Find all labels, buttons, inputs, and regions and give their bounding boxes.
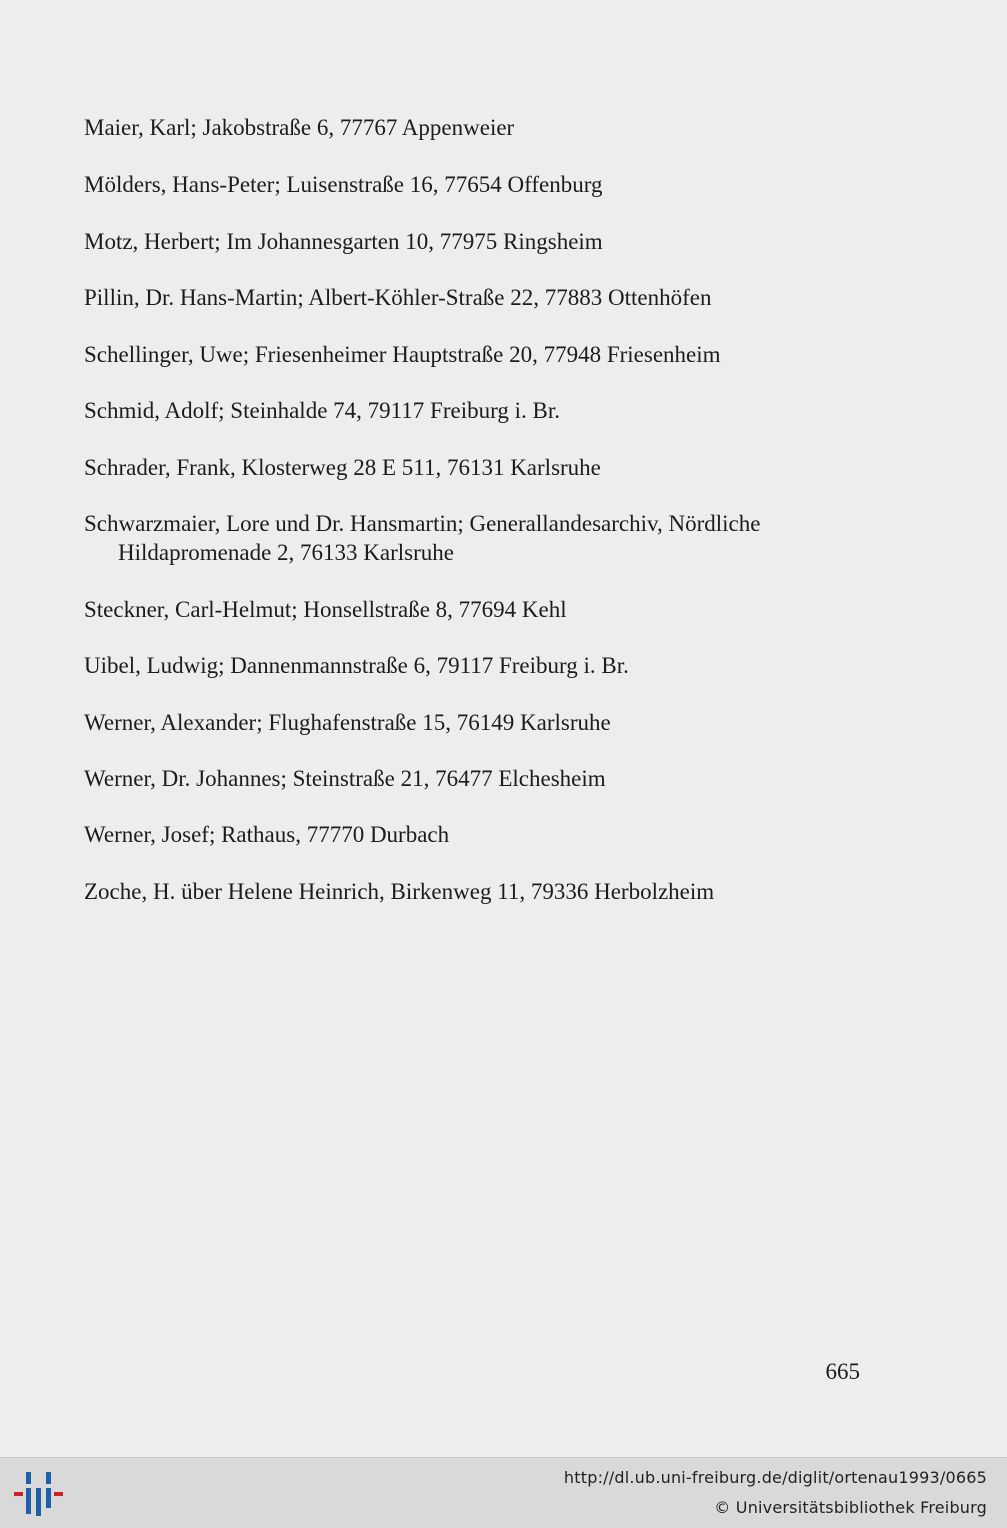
entry-text: Schellinger, Uwe; Friesenheimer Hauptstraße 20, 77948 Friesenheim xyxy=(84,342,721,367)
list-item xyxy=(84,708,860,737)
list-item xyxy=(84,283,860,312)
entry-text: Werner, Alexander; Flughafenstraße 15, 76149 Karlsruhe xyxy=(84,710,611,735)
entry-text: Zoche, H. über Helene Heinrich, Birkenweg 11, 79336 Herbolzheim xyxy=(84,879,715,904)
list-item xyxy=(84,113,860,142)
list-item xyxy=(84,651,860,680)
entry-text: Schrader, Frank, Klosterweg 28 E 511, 76131 Karlsruhe xyxy=(84,455,601,480)
list-item xyxy=(84,764,860,793)
entry-text: Steckner, Carl-Helmut; Honsellstraße 8, 77694 Kehl xyxy=(84,597,567,622)
entry-text: Pillin, Dr. Hans-Martin; Albert-Köhler-Straße 22, 77883 Ottenhöfen xyxy=(84,285,712,310)
list-item xyxy=(84,340,860,369)
permalink-url[interactable]: http://dl.ub.uni-freiburg.de/diglit/ortenau1993/0665 xyxy=(563,1468,987,1487)
entry-continuation: Hildapromenade 2, 76133 Karlsruhe xyxy=(118,540,454,565)
list-item xyxy=(84,509,860,567)
entry-text: Werner, Josef; Rathaus, 77770 Durbach xyxy=(84,822,450,847)
entry-text: Mölders, Hans-Peter; Luisenstraße 16, 77654 Offenburg xyxy=(84,172,603,197)
entry-text: Uibel, Ludwig; Dannenmannstraße 6, 79117 Freiburg i. Br. xyxy=(84,653,629,678)
list-item xyxy=(84,820,860,849)
entry-text: Motz, Herbert; Im Johannesgarten 10, 77975 Ringsheim xyxy=(84,229,603,254)
entry-text: Schwarzmaier, Lore und Dr. Hansmartin; Generallandesarchiv, Nördliche xyxy=(84,511,761,536)
list-item xyxy=(84,595,860,624)
list-item xyxy=(84,396,860,425)
list-item xyxy=(84,453,860,482)
list-item xyxy=(84,877,860,906)
ub-freiburg-logo-icon xyxy=(12,1468,64,1520)
viewer-footer xyxy=(0,1457,1007,1528)
page-number: 665 xyxy=(825,1359,860,1384)
entry-text: Werner, Dr. Johannes; Steinstraße 21, 76477 Elchesheim xyxy=(84,766,606,791)
list-item xyxy=(84,170,860,199)
copyright-notice: © Universitätsbibliothek Freiburg xyxy=(714,1498,987,1517)
entry-text: Schmid, Adolf; Steinhalde 74, 79117 Freiburg i. Br. xyxy=(84,398,560,423)
entry-text: Maier, Karl; Jakobstraße 6, 77767 Appenweier xyxy=(84,115,515,140)
list-item xyxy=(84,227,860,256)
